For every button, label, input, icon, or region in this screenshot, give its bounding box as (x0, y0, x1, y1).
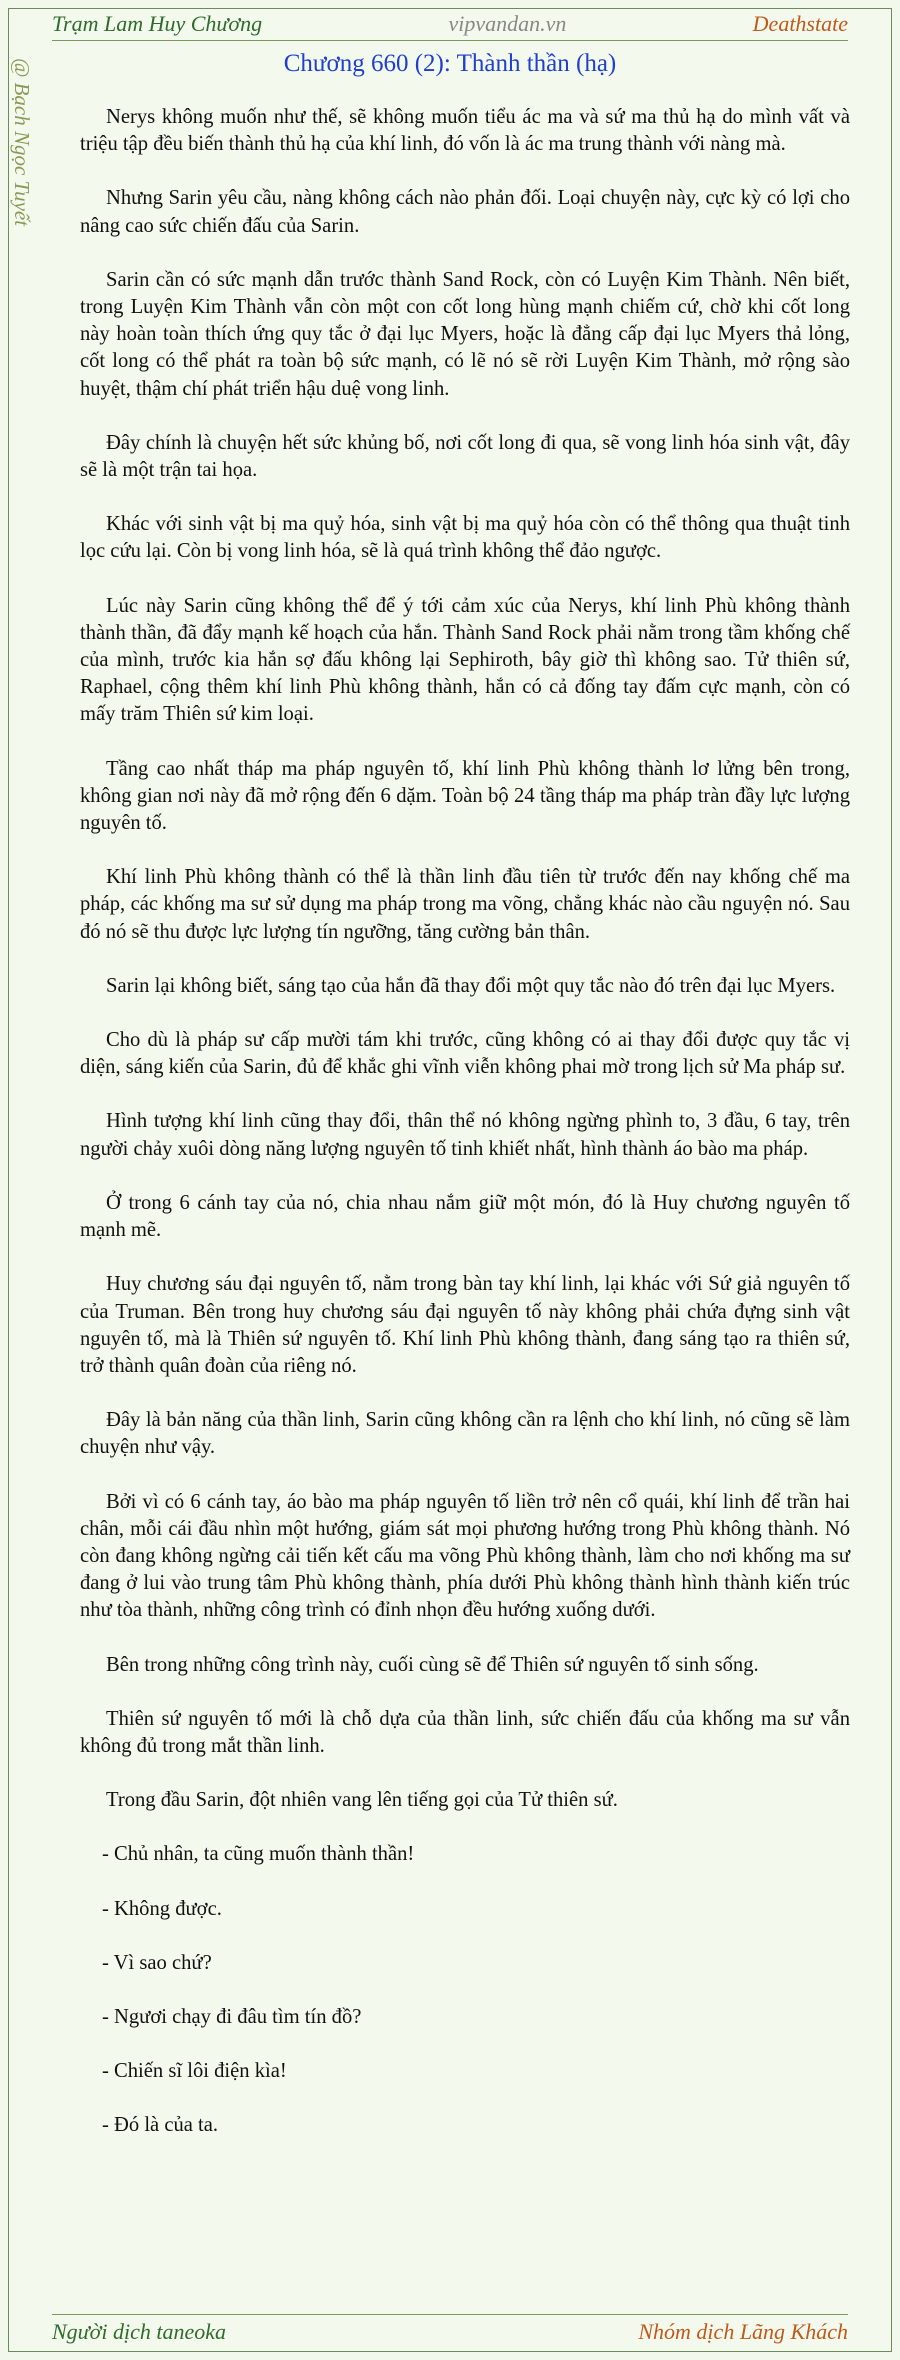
dialogue-line: - Chiến sĩ lôi điện kìa! (102, 2060, 287, 2083)
dialogue-line: - Vì sao chứ? (102, 1951, 212, 1974)
paragraph: Ở trong 6 cánh tay của nó, chia nhau nắm giữ một món, đó là Huy chương nguyên tố mạnh mẽ. (80, 1191, 850, 1242)
dialogue-line: - Chủ nhân, ta cũng muốn thành thần! (102, 1843, 415, 1866)
group-credit: Nhóm dịch Lãng Khách (638, 2319, 848, 2344)
book-name: Deathstate (752, 11, 848, 36)
paragraph: Cho dù là pháp sư cấp mười tám khi trước, cũng không có ai thay đổi được quy tắc vị diện, sáng kiến của Sarin, đủ để khắc ghi vĩnh viễn không phai mờ trong lịch sử Ma pháp sư. (80, 1029, 850, 1079)
site-url[interactable]: vipvandan.vn (448, 11, 567, 36)
dialogue-line: - Đó là của ta. (102, 2114, 219, 2137)
header-divider (52, 40, 848, 41)
paragraph: Trong đầu Sarin, đột nhiên vang lên tiếng gọi của Tử thiên sứ. (106, 1789, 618, 1812)
dialogue-line: - Ngươi chạy đi đâu tìm tín đồ? (102, 2005, 362, 2028)
paragraph: Hình tượng khí linh cũng thay đổi, thân thể nó không ngừng phình to, 3 đầu, 6 tay, trên người chảy xuôi dòng năng lượng nguyên tố tinh khiết nhất, hình thành áo bào ma pháp. (80, 1110, 850, 1160)
paragraph: Huy chương sáu đại nguyên tố, nằm trong bàn tay khí linh, lại khác với Sứ giả nguyên tố của Truman. Bên trong huy chương sáu đại nguyên tố này không phải chứa đựng sinh vật nguyên tố, mà là Thiên sứ nguyên tố. Khí linh Phù không thành, đang sáng tạo ra thiên sứ, trở thành quân đoàn của riêng nó. (80, 1273, 850, 1377)
paragraph: Tầng cao nhất tháp ma pháp nguyên tố, khí linh Phù không thành lơ lửng bên trong, không gian nơi này đã mở rộng đến 6 dặm. Toàn bộ 24 tầng tháp ma pháp tràn đầy lực lượng nguyên tố. (80, 757, 850, 835)
paragraph: Đây chính là chuyện hết sức khủng bố, nơi cốt long đi qua, sẽ vong linh hóa sinh vật, đây sẽ là một trận tai họa. (80, 431, 850, 482)
dialogue-line: - Không được. (102, 1897, 222, 1920)
chapter-title: Chương 660 (2): Thành thần (hạ) (283, 50, 617, 77)
footer-divider (52, 2314, 848, 2315)
page-footer (52, 2318, 848, 2346)
paragraph: Lúc này Sarin cũng không thể để ý tới cảm xúc của Nerys, khí linh Phù không thành thành thần, đã đẩy mạnh kế hoạch của hắn. Thành Sand Rock phải nằm trong tầm khống chế của mình, trước kia hắn sợ đấu không lại Sephiroth, bây giờ thì không sao. Tử thiên sứ, Raphael, cộng thêm khí linh Phù không thành, hắn có cả đống tay đấm cực mạnh, còn có mấy trăm Thiên sứ kim loại. (80, 594, 850, 726)
side-credit: @ Bạch Ngọc Tuyết (10, 58, 34, 227)
paragraph: Thiên sứ nguyên tố mới là chỗ dựa của thần linh, sức chiến đấu của khống ma sư vẫn không đủ trong mắt thần linh. (80, 1707, 850, 1757)
paragraph: Nerys không muốn như thế, sẽ không muốn tiểu ác ma và sứ ma thủ hạ do mình vất và triệu tập đều biến thành thủ hạ của khí linh, đó vốn là ác ma trung thành với nàng mà. (80, 106, 850, 156)
paragraph: Khí linh Phù không thành có thể là thần linh đầu tiên từ trước đến nay khống chế ma pháp, các khống ma sư sử dụng ma pháp trong ma võng, chẳng khác nào cầu nguyện nó. Sau đó nó sẽ thu được lực lượng tín ngưỡng, tăng cường bản thân. (80, 866, 850, 943)
paragraph: Sarin lại không biết, sáng tạo của hắn đã thay đổi một quy tắc nào đó trên đại lục Myers. (106, 974, 836, 997)
paragraph: Nhưng Sarin yêu cầu, nàng không cách nào phản đối. Loại chuyện này, cực kỳ có lợi cho nâng cao sức chiến đấu của Sarin. (80, 187, 850, 237)
paragraph: Sarin cần có sức mạnh dẫn trước thành Sand Rock, còn có Luyện Kim Thành. Nên biết, trong Luyện Kim Thành vẫn còn một con cốt long hùng mạnh chiếm cứ, chờ khi cốt long này hoàn toàn thích ứng quy tắc ở đại lục Myers, hoặc là đẳng cấp đại lục Myers thả lỏng, cốt long có thể phát ra toàn bộ sức mạnh, có lẽ nó sẽ rời Luyện Kim Thành, mở rộng sào huyệt, thậm chí phát triển hậu duệ vong linh. (80, 268, 850, 400)
page-header (52, 10, 848, 38)
paragraph: Bởi vì có 6 cánh tay, áo bào ma pháp nguyên tố liền trở nên cổ quái, khí linh để trần hai chân, mỗi cái đầu nhìn một hướng, giám sát mọi phương hướng trong Phù không thành. Nó còn đang không ngừng cải tiến kết cấu ma võng Phù không thành, làm cho nơi khống ma sư đang ở lui vào trung tâm Phù không thành, phía dưới Phù không thành hình thành kiến trúc như tòa thành, những công trình có đỉnh nhọn đều hướng xuống dưới. (80, 1490, 850, 1622)
translator-credit: Người dịch taneoka (52, 2319, 227, 2344)
chapter-content (80, 104, 850, 2167)
paragraph: Đây là bản năng của thần linh, Sarin cũng không cần ra lệnh cho khí linh, nó cũng sẽ làm chuyện như vậy. (80, 1409, 850, 1459)
site-name: Trạm Lam Huy Chương (52, 11, 263, 36)
paragraph: Bên trong những công trình này, cuối cùng sẽ để Thiên sứ nguyên tố sinh sống. (106, 1653, 759, 1676)
paragraph: Khác với sinh vật bị ma quỷ hóa, sinh vật bị ma quỷ hóa còn có thể thông qua thuật tinh lọc cứu lại. Còn bị vong linh hóa, sẽ là quá trình không thể đảo ngược. (80, 513, 850, 563)
